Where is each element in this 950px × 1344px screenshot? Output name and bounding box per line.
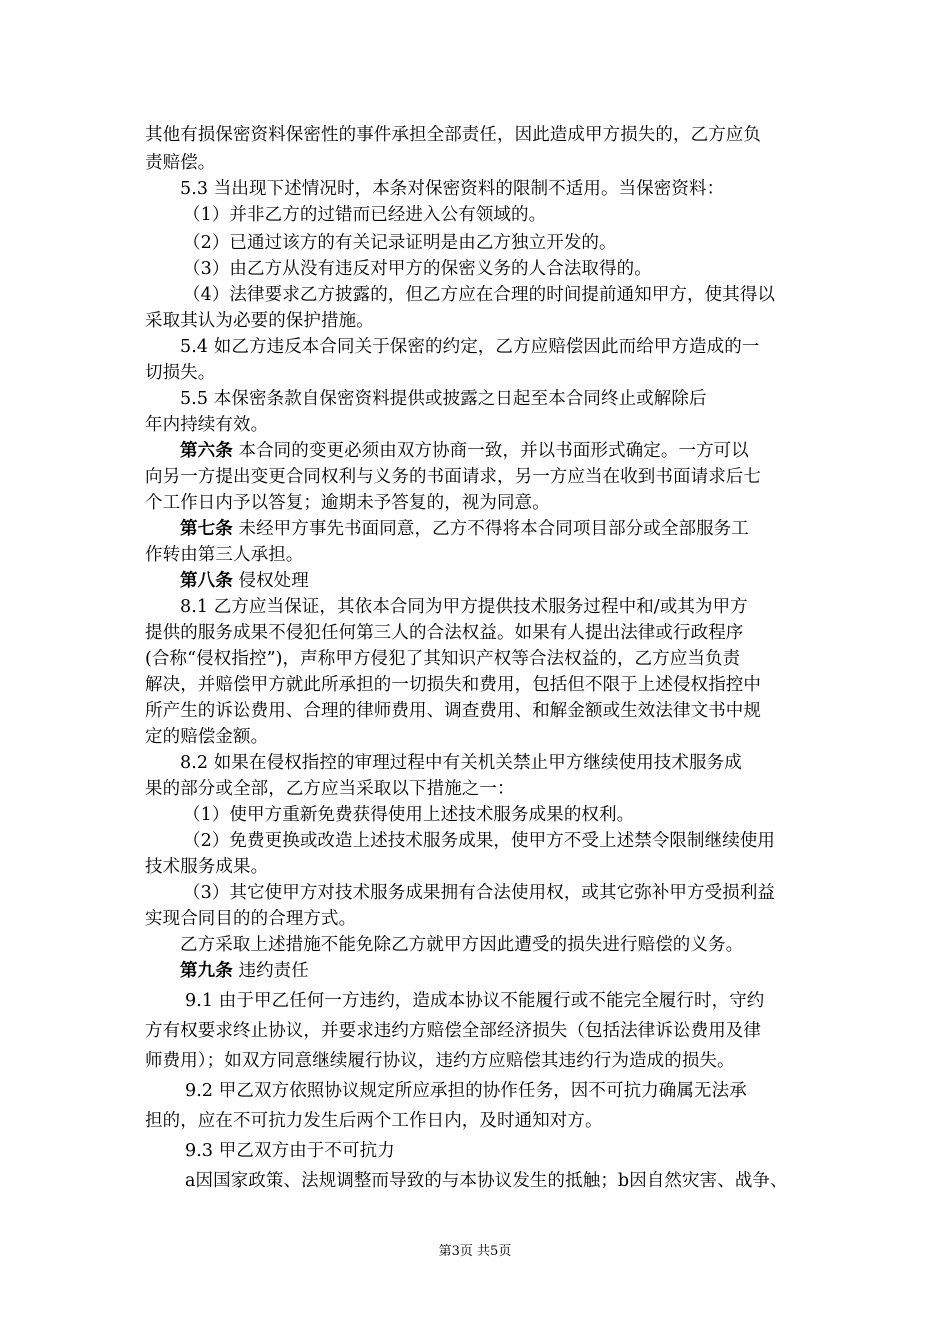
line-text: 9.3 甲乙双方由于不可抗力 xyxy=(185,1141,395,1161)
text-line xyxy=(145,776,515,802)
line-text: 作转由第三人承担。 xyxy=(145,545,304,565)
text-line xyxy=(185,1168,788,1194)
line-text: 担的，应在不可抗力发生后两个工作日内，及时通知对方。 xyxy=(145,1111,603,1131)
text-line xyxy=(180,932,743,958)
text-line xyxy=(145,464,761,490)
line-text: 定的赔偿金额。 xyxy=(145,727,269,747)
text-line xyxy=(183,880,775,906)
text-line xyxy=(145,724,268,750)
text-line xyxy=(145,620,743,646)
text-line xyxy=(183,202,546,228)
text-line xyxy=(145,360,215,386)
text-line xyxy=(145,906,356,932)
article-heading: 第六条 xyxy=(180,441,233,461)
line-text: 提供的服务成果不侵犯任何第三人的合法权益。如果有人提出法律或行政程序 xyxy=(145,623,744,643)
page-footer: 第3页 共5页 xyxy=(438,1244,512,1259)
line-text: 果的部分或全部，乙方应当采取以下措施之一： xyxy=(145,779,515,799)
line-text: 师费用）；如双方同意继续履行协议，违约方应赔偿其违约行为造成的损失。 xyxy=(145,1051,735,1071)
line-text: 5.3 当出现下述情况时，本条对保密资料的限制不适用。当保密资料： xyxy=(180,179,725,199)
text-line xyxy=(180,438,749,464)
line-text: （1）并非乙方的过错而已经进入公有领域的。 xyxy=(183,205,547,225)
text-line xyxy=(145,412,268,438)
text-line xyxy=(145,646,740,672)
line-text: 向另一方提出变更合同权利与义务的书面请求，另一方应当在收到书面请求后七 xyxy=(145,467,761,487)
article-heading: 第七条 xyxy=(180,519,233,539)
text-line xyxy=(145,672,761,698)
text-line xyxy=(145,122,761,148)
text-line xyxy=(180,594,748,620)
text-line xyxy=(145,698,761,724)
text-line xyxy=(145,490,550,516)
text-line xyxy=(185,988,764,1014)
line-text: 年内持续有效。 xyxy=(145,415,269,435)
text-line xyxy=(180,568,309,594)
text-line xyxy=(180,516,749,542)
line-text: （4）法律要求乙方披露的，但乙方应在合理的时间提前通知甲方，使其得以 xyxy=(183,285,776,305)
text-line xyxy=(185,1078,747,1104)
line-text: （2）免费更换或改造上述技术服务成果，使甲方不受上述禁令限制继续使用 xyxy=(183,831,776,851)
text-line xyxy=(180,334,759,360)
line-text: 技术服务成果。 xyxy=(145,857,269,877)
text-line xyxy=(180,386,707,412)
line-text: 切损失。 xyxy=(145,363,216,383)
text-line xyxy=(183,256,652,282)
line-text: 个工作日内予以答复；逾期未予答复的，视为同意。 xyxy=(145,493,550,513)
line-text: 9.2 甲乙双方依照协议规定所应承担的协作任务，因不可抗力确属无法承 xyxy=(185,1081,747,1101)
text-line xyxy=(145,308,374,334)
text-line xyxy=(185,1138,395,1164)
text-line xyxy=(145,150,215,176)
line-text: 侵权处理 xyxy=(232,571,309,591)
text-line xyxy=(145,1048,735,1074)
text-line xyxy=(180,176,724,202)
line-text: 所产生的诉讼费用、合理的律师费用、调查费用、和解金额或生效法律文书中规 xyxy=(145,701,761,721)
line-text: 采取其认为必要的保护措施。 xyxy=(145,311,374,331)
line-text: 其他有损保密资料保密性的事件承担全部责任，因此造成甲方损失的，乙方应负 xyxy=(145,125,761,145)
article-heading: 第九条 xyxy=(180,961,233,981)
line-text: 8.2 如果在侵权指控的审理过程中有关机关禁止甲方继续使用技术服务成 xyxy=(180,753,742,773)
text-line xyxy=(183,230,617,256)
article-heading: 第八条 xyxy=(180,571,233,591)
text-line xyxy=(183,828,775,854)
line-text: （1）使甲方重新免费获得使用上述技术服务成果的权利。 xyxy=(183,805,635,825)
text-line xyxy=(180,750,742,776)
line-text: 违约责任 xyxy=(232,961,309,981)
line-text: 8.1 乙方应当保证，其依本合同为甲方提供技术服务过程中和/或其为甲方 xyxy=(180,597,748,617)
text-line xyxy=(145,854,268,880)
line-text: 本合同的变更必须由双方协商一致，并以书面形式确定。一方可以 xyxy=(232,441,749,461)
line-text: 乙方采取上述措施不能免除乙方就甲方因此遭受的损失进行赔偿的义务。 xyxy=(180,935,744,955)
text-line xyxy=(145,1018,761,1044)
text-line xyxy=(183,282,775,308)
line-text: 方有权要求终止协议，并要求违约方赔偿全部经济损失（包括法律诉讼费用及律 xyxy=(145,1021,761,1041)
line-text: a因国家政策、法规调整而导致的与本协议发生的抵触；b因自然灾害、战争、 xyxy=(185,1171,788,1191)
line-text: 解决，并赔偿甲方就此所承担的一切损失和费用，包括但不限于上述侵权指控中 xyxy=(145,675,761,695)
text-line xyxy=(183,802,634,828)
line-text: （2）已通过该方的有关记录证明是由乙方独立开发的。 xyxy=(183,233,617,253)
line-text: (合称“侵权指控”)，声称甲方侵犯了其知识产权等合法权益的，乙方应当负责 xyxy=(145,649,741,669)
line-text: 未经甲方事先书面同意，乙方不得将本合同项目部分或全部服务工 xyxy=(232,519,749,539)
line-text: 5.4 如乙方违反本合同关于保密的约定，乙方应赔偿因此而给甲方造成的一 xyxy=(180,337,760,357)
line-text: （3）由乙方从没有违反对甲方的保密义务的人合法取得的。 xyxy=(183,259,652,279)
line-text: 责赔偿。 xyxy=(145,153,216,173)
line-text: 5.5 本保密条款自保密资料提供或披露之日起至本合同终止或解除后 xyxy=(180,389,707,409)
line-text: （3）其它使甲方对技术服务成果拥有合法使用权，或其它弥补甲方受损利益 xyxy=(183,883,776,903)
line-text: 9.1 由于甲乙任何一方违约，造成本协议不能履行或不能完全履行时，守约 xyxy=(185,991,765,1011)
text-line xyxy=(145,1108,603,1134)
text-line xyxy=(180,958,309,984)
text-line xyxy=(145,542,303,568)
line-text: 实现合同目的的合理方式。 xyxy=(145,909,357,929)
